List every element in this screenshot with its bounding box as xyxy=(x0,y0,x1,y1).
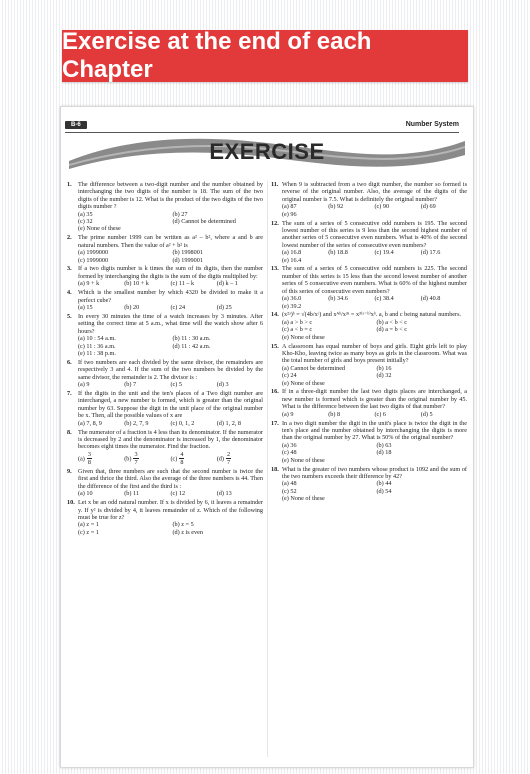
option: (a) Cannot be determined xyxy=(282,364,346,372)
option: (b) 2, 7, 9 xyxy=(124,419,149,427)
options-grid xyxy=(78,211,263,233)
option: (d) 40.8 xyxy=(420,295,441,303)
option: (e) 96 xyxy=(282,210,297,218)
options-grid xyxy=(78,249,263,264)
option: (a) 9 xyxy=(282,410,294,418)
option: (e) 39.2 xyxy=(282,302,302,310)
question-body xyxy=(78,429,263,467)
option: (b) 18.8 xyxy=(328,249,348,257)
option: (d) 54 xyxy=(376,487,392,495)
option: (a) 16.8 xyxy=(282,249,302,257)
question-body xyxy=(282,311,467,341)
option: (a) 48 xyxy=(282,480,297,488)
option: (e) None of these xyxy=(282,379,325,387)
question-number: 5. xyxy=(67,312,72,320)
option: (a) 87 xyxy=(282,203,297,211)
option: (b) 8 xyxy=(328,410,341,418)
fraction-numerator: 3 xyxy=(134,450,138,458)
option: (d) 11 : 42 a.m. xyxy=(172,342,211,350)
question-number: 14. xyxy=(271,311,279,319)
header-rule xyxy=(65,132,459,133)
options-row xyxy=(78,280,263,287)
option: (a) 7, 8, 9 xyxy=(78,419,102,427)
question-number: 15. xyxy=(271,342,279,350)
option: (d) k – 1 xyxy=(216,280,238,288)
options-grid xyxy=(282,480,467,502)
options-grid xyxy=(78,521,263,536)
book-page xyxy=(60,106,474,768)
question-text: Let x be an odd natural number. If x is divided by 6, it leaves a remainder y. If y² is divided by 4, it leaves remainder of z. Which of the following must be true for z? xyxy=(78,499,263,521)
options-row xyxy=(78,451,263,467)
question-body xyxy=(282,220,467,264)
option: (c) z = 1 xyxy=(78,528,99,536)
option: (b) a < b < c xyxy=(376,318,408,326)
options-grid xyxy=(282,365,467,387)
question-text: If a two digits number is k times the sum of its digits, then the number formed by interchanging the digits is the sum of the digits multiplied by: xyxy=(78,265,263,280)
option-fraction xyxy=(179,451,184,467)
question-number: 9. xyxy=(67,468,72,476)
question-item xyxy=(271,388,467,418)
option: (b) 92 xyxy=(328,203,344,211)
option: (c) 11 – k xyxy=(170,280,195,288)
page-number: B-6 xyxy=(65,121,87,129)
option: (d) 25 xyxy=(216,304,232,311)
option: (a) 36.0 xyxy=(282,295,302,303)
question-body xyxy=(282,181,467,218)
question-body xyxy=(78,499,263,536)
question-item xyxy=(67,234,263,264)
question-text: The numerator of a fraction is 4 less than its denominator. If the numerator is decreased by 2 and the denominator is increased by 1, the denominator becomes eight times the numerator. Find the fraction. xyxy=(78,428,263,451)
option: (b) 10 + k xyxy=(124,280,149,288)
banner-title: Exercise at the end of each Chapter xyxy=(62,30,468,82)
question-number: 7. xyxy=(67,389,72,397)
question-item xyxy=(67,289,263,311)
option: (c) 52 xyxy=(282,487,297,495)
question-number: 16. xyxy=(271,388,279,396)
option: (c) 32 xyxy=(78,218,93,226)
option: (d) Cannot be determined xyxy=(172,218,236,226)
question-item xyxy=(271,420,467,464)
question-body xyxy=(78,313,263,357)
option: (c) 5 xyxy=(170,381,183,389)
question-body xyxy=(282,343,467,387)
option: (b) z = 5 xyxy=(172,521,194,529)
option: (e) 11 : 38 p.m. xyxy=(78,349,116,357)
option: (d) 17.6 xyxy=(420,249,441,257)
option-fraction xyxy=(226,451,231,467)
question-body xyxy=(78,359,263,389)
question-item xyxy=(271,343,467,387)
option: (c) 0, 1, 2 xyxy=(170,419,195,427)
question-text: If the digits in the unit and the ten's places of a Two digit number are interchanged, a new number is formed, which is greater than the original number by 63. Suppose the digit in the unit place of the original number be x. Then, all the possible values of x are xyxy=(78,389,263,420)
options-row xyxy=(78,304,263,311)
option-letter: (d) xyxy=(216,455,224,463)
option: (d) 1, 2, 8 xyxy=(216,419,241,427)
option: (d) a = b < c xyxy=(376,326,408,334)
option: (e) 16.4 xyxy=(282,256,302,264)
option: (d) 13 xyxy=(216,490,232,498)
option: (d) 18 xyxy=(376,449,392,457)
question-text: If two numbers are each divided by the same divisor, the remainders are respectively 3 and 4. If the sum of the two numbers be divided by the same divisor, the remainder is 2. The divisor is : xyxy=(78,358,263,381)
fraction-denominator: 8 xyxy=(180,459,184,467)
question-body xyxy=(78,390,263,427)
question-number: 17. xyxy=(271,419,279,427)
option: (c) 11 : 36 a.m. xyxy=(78,342,116,350)
option: (a) 9 + k xyxy=(78,280,100,288)
option: (b) 11 xyxy=(124,490,139,498)
fraction-denominator: 7 xyxy=(226,459,231,467)
option: (c) 19.4 xyxy=(374,249,394,257)
question-number: 3. xyxy=(67,265,72,273)
question-body xyxy=(78,468,263,498)
option: (b) 7 xyxy=(124,381,137,389)
option xyxy=(217,451,263,467)
option-fraction xyxy=(87,451,92,467)
option: (b) 27 xyxy=(172,210,188,218)
question-text: In every 30 minutes the time of a watch increases by 3 minutes. After setting the correct time at 5 a.m., what time will the watch show after 6 hours? xyxy=(78,312,263,335)
fraction-numerator: 3 xyxy=(87,450,91,458)
question-text: The prime number 1999 can be written as a² – b², where a and b are natural numbers. Then the value of a² + b² is xyxy=(78,234,263,249)
option: (e) None of these xyxy=(282,495,325,503)
question-number: 12. xyxy=(271,219,279,227)
options-grid xyxy=(282,442,467,464)
option: (a) 10 xyxy=(78,490,93,498)
question-text: In a two digit number the digit in the unit's place is twice the digit in the ten's place and the number obtained by interchanging the digits is more than the original number by 27. What is 50% of the original number? xyxy=(282,419,467,442)
option: (e) None of these xyxy=(282,333,325,341)
question-text: The difference between a two-digit number and the number obtained by interchanging the two digits of the number is 18. The sum of the two digits of the number is 12. What is the product of the two digits of the two digits number ? xyxy=(78,181,263,211)
options-row xyxy=(78,420,263,427)
question-body xyxy=(282,388,467,418)
question-text: When 9 is subtracted from a two digit number, the number so formed is reverse of the original number. Also, the average of the digits of the original number is 7.5. What is definitely the original number? xyxy=(282,181,467,203)
question-number: 11. xyxy=(271,181,279,188)
option-letter: (b) xyxy=(124,455,132,463)
option-letter: (a) xyxy=(78,455,85,463)
option: (e) None of these xyxy=(78,225,121,233)
question-number: 1. xyxy=(67,181,72,188)
option xyxy=(78,451,124,467)
question-number: 13. xyxy=(271,265,279,273)
option: (d) 69 xyxy=(420,203,436,211)
question-text: If in a three-digit number the last two digits places are interchanged, a new number is formed which is greater than the original number by 45. What is the difference between the last two digits of that number? xyxy=(282,388,467,411)
option: (c) 24 xyxy=(282,372,297,380)
question-number: 10. xyxy=(67,499,75,507)
option: (c) 1999000 xyxy=(78,256,109,264)
question-item xyxy=(67,313,263,357)
option: (d) 32 xyxy=(376,372,392,380)
question-text: (x²ᵃ)ᵇ = √(4b/xᶜ) and xᴬᵇ/x³ᵃ = x³⁽ᵃ⁻ᵇ⁾xᵇ. a, b and c being natural numbers. xyxy=(282,311,462,319)
option: (a) 9 xyxy=(78,381,90,389)
options-row xyxy=(282,295,467,302)
option: (c) 6 xyxy=(374,410,387,418)
option-letter: (c) xyxy=(170,455,178,463)
question-item xyxy=(271,265,467,309)
option xyxy=(171,451,217,467)
question-item xyxy=(271,220,467,264)
question-item xyxy=(271,311,467,341)
question-item xyxy=(67,429,263,467)
question-body xyxy=(282,466,467,503)
question-text: The sum of a series of 5 consecutive odd numbers is 225. The second number of this series is 15 less than the second lowest number of another series of 5 consecutive even numbers. What is 60% of the highest number of this series of consecutive even numbers? xyxy=(282,265,467,295)
column-divider xyxy=(267,181,268,757)
option: (d) 5 xyxy=(420,410,433,418)
running-head: Number System xyxy=(405,121,459,128)
fraction-numerator: 4 xyxy=(180,450,184,458)
question-number: 18. xyxy=(271,465,279,473)
question-item xyxy=(67,181,263,233)
question-item xyxy=(67,265,263,287)
question-item xyxy=(271,181,467,218)
exercise-title: EXERCISE xyxy=(209,139,325,164)
question-item xyxy=(67,359,263,389)
question-item xyxy=(271,466,467,503)
option: (a) 36 xyxy=(282,441,297,449)
option: (b) 20 xyxy=(124,304,140,311)
question-number: 2. xyxy=(67,234,72,242)
question-body xyxy=(78,289,263,311)
option: (a) 35 xyxy=(78,210,93,218)
option: (b) 63 xyxy=(376,441,392,449)
options-grid xyxy=(282,319,467,341)
option: (d) 1999001 xyxy=(172,256,203,264)
options-grid xyxy=(78,335,263,357)
option: (c) a < b = c xyxy=(282,326,313,334)
question-body xyxy=(282,420,467,464)
fraction-denominator: 7 xyxy=(134,459,138,467)
options-row xyxy=(282,411,467,418)
questions-left-column xyxy=(67,181,263,538)
option: (d) z is even xyxy=(172,528,203,536)
option: (c) 24 xyxy=(170,304,186,311)
question-number: 8. xyxy=(67,428,72,436)
options-row xyxy=(78,381,263,388)
option: (b) 1998001 xyxy=(172,249,203,257)
question-text: What is the greater of two numbers whose product is 1092 and the sum of the two numbers exceeds their difference by 42? xyxy=(282,465,467,480)
question-body xyxy=(78,234,263,264)
option: (b) 16 xyxy=(376,364,392,372)
option: (a) 15 xyxy=(78,304,93,311)
question-number: 6. xyxy=(67,358,72,366)
questions-right-column xyxy=(271,181,467,504)
option: (c) 90 xyxy=(374,203,390,211)
option: (b) 11 : 30 a.m. xyxy=(172,335,211,343)
option: (b) 44 xyxy=(376,480,392,488)
question-text: Given that, three numbers are such that the second number is twice the first and thrice the third. Also the average of the three numbers is 44. Then the difference of the first and the third is : xyxy=(78,468,263,490)
option: (a) 1999000 xyxy=(78,249,109,257)
option: (a) 10 : 54 a.m. xyxy=(78,335,116,343)
option: (c) 38.4 xyxy=(374,295,394,303)
question-number: 4. xyxy=(67,289,72,297)
question-item xyxy=(67,390,263,427)
question-text: Which is the smallest number by which 4320 be divided to make it a perfect cube? xyxy=(78,289,263,304)
question-body xyxy=(282,265,467,309)
question-item xyxy=(67,468,263,498)
question-body xyxy=(78,181,263,233)
option: (b) 34.6 xyxy=(328,295,348,303)
fraction-numerator: 2 xyxy=(226,450,231,458)
option xyxy=(124,451,170,467)
exercise-title-band xyxy=(69,135,465,173)
question-item xyxy=(67,499,263,536)
question-text: The sum of a series of 5 consecutive odd numbers is 195. The second lowest number of this series is 9 less than the second highest number of another series of 5 consecutive even numbers. What is 40% of the second lowest number of the series of consecutive even numbers? xyxy=(282,219,467,249)
option: (c) 12 xyxy=(170,490,186,498)
fraction-denominator: 8 xyxy=(87,459,91,467)
options-row xyxy=(282,249,467,256)
question-text: A classroom has equal number of boys and girls. Eight girls left to play Kho-Kho, leaving twice as many boys as girls in the classroom. What was the total number of girls and boys present initially? xyxy=(282,342,467,365)
question-body xyxy=(78,265,263,287)
option: (e) None of these xyxy=(282,456,325,464)
option: (a) a > b > c xyxy=(282,318,313,326)
options-row xyxy=(78,490,263,497)
page-header xyxy=(61,121,473,133)
option: (d) 3 xyxy=(216,381,229,389)
option: (c) 48 xyxy=(282,449,297,457)
option-fraction xyxy=(133,451,138,467)
options-row xyxy=(282,203,467,210)
option: (a) z = 1 xyxy=(78,521,99,529)
